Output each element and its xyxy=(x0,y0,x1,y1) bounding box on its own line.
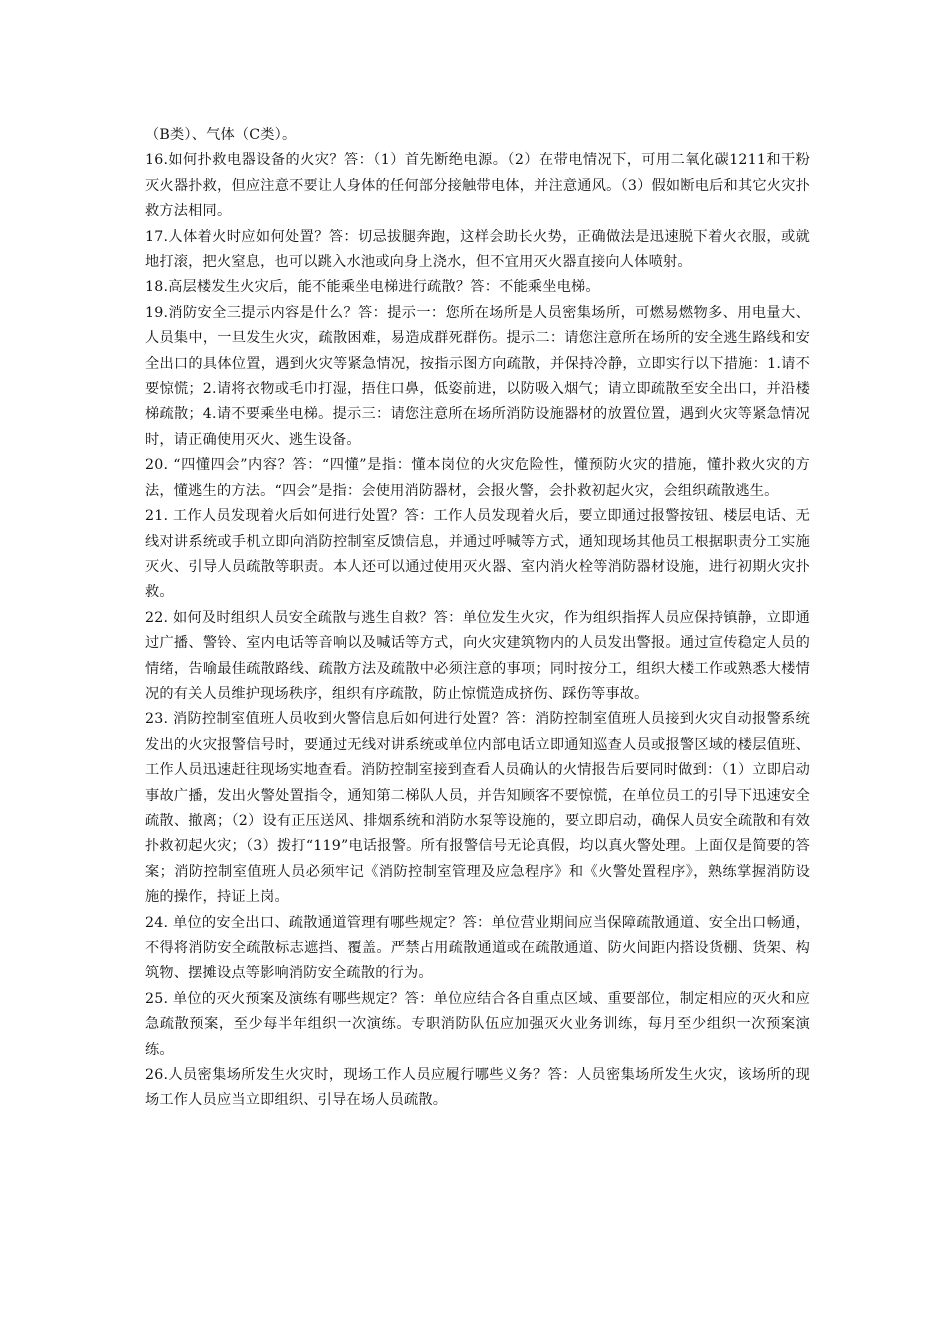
paragraph-q16: 16.如何扑救电器设备的火灾？答：（1）首先断绝电源。（2）在带电情况下，可用二氧化碳1211和干粉灭火器扑救，但应注意不要让人身体的任何部分接触带电体，并注意通风。（3）假如断电后和其它火灾扑救方法相同。 xyxy=(145,152,810,220)
paragraph-q24: 24. 单位的安全出口、疏散通道管理有哪些规定？答：单位营业期间应当保障疏散通道、安全出口畅通，不得将消防安全疏散标志遮挡、覆盖。严禁占用疏散通道或在疏散通道、防火间距内搭设货棚、货架、构筑物、摆摊设点等影响消防安全疏散的行为。 xyxy=(145,914,810,982)
paragraph-q25: 25. 单位的灭火预案及演练有哪些规定？答：单位应结合各自重点区域、重要部位，制定相应的灭火和应急疏散预案，至少每半年组织一次演练。专职消防队伍应加强灭火业务训练，每月至少组织一次预案演练。 xyxy=(145,990,810,1058)
paragraph-q23: 23. 消防控制室值班人员收到火警信息后如何进行处置？答：消防控制室值班人员接到火灾自动报警系统发出的火灾报警信号时，要通过无线对讲系统或单位内部电话立即通知巡查人员或报警区域的楼层值班、工作人员迅速赶往现场实地查看。消防控制室接到查看人员确认的火情报告后要同时做到：（1）立即启动事故广播，发出火警处置指令，通知第二梯队人员，并告知顾客不要惊慌，在单位员工的引导下迅速安全疏散、撤离；（2）设有正压送风、排烟系统和消防水泵等设施的，要立即启动，确保人员安全疏散和有效扑救初起火灾；（3）拨打“119”电话报警。所有报警信号无论真假，均以真火警处理。上面仅是简要的答案；消防控制室值班人员必须牢记《消防控制室管理及应急程序》和《火警处置程序》，熟练掌握消防设施的操作，持证上岗。 xyxy=(145,711,810,906)
paragraph-q19: 19.消防安全三提示内容是什么？答：提示一：您所在场所是人员密集场所，可燃易燃物多、用电量大、人员集中，一旦发生火灾，疏散困难，易造成群死群伤。提示二：请您注意所在场所的安全逃生路线和安全出口的具体位置，遇到火灾等紧急情况，按指示图方向疏散，并保持冷静，立即实行以下措施：1.请不要惊慌；2.请将衣物或毛巾打湿，捂住口鼻，低姿前进，以防吸入烟气；请立即疏散至安全出口，并沿楼梯疏散；4.请不要乘坐电梯。提示三：请您注意所在场所消防设施器材的放置位置，遇到火灾等紧急情况时，请正确使用灭火、逃生设备。 xyxy=(145,304,810,448)
paragraph-q21: 21. 工作人员发现着火后如何进行处置？答：工作人员发现着火后，要立即通过报警按钮、楼层电话、无线对讲系统或手机立即向消防控制室反馈信息，并通过呼喊等方式，通知现场其他员工根据职责分工实施灭火、引导人员疏散等职责。本人还可以通过使用灭火器、室内消火栓等消防器材设施，进行初期火灾扑救。 xyxy=(145,508,810,601)
paragraph-q17: 17.人体着火时应如何处置？答：切忌拔腿奔跑，这样会助长火势，正确做法是迅速脱下着火衣服，或就地打滚，把火窒息，也可以跳入水池或向身上浇水，但不宜用灭火器直接向人体喷射。 xyxy=(145,228,810,271)
paragraph-q26: 26.人员密集场所发生火灾时，现场工作人员应履行哪些义务？答：人员密集场所发生火灾，该场所的现场工作人员应当立即组织、引导在场人员疏散。 xyxy=(145,1067,810,1109)
paragraph-q20: 20. “四懂四会”内容？答：“四懂”是指：懂本岗位的火灾危险性，懂预防火灾的措施，懂扑救火灾的方法，懂逃生的方法。“四会”是指：会使用消防器材，会报火警，会扑救初起火灾，会组织疏散逃生。 xyxy=(145,457,810,499)
paragraph-q22: 22. 如何及时组织人员安全疏散与逃生自救？答：单位发生火灾，作为组织指挥人员应保持镇静，立即通过广播、警铃、室内电话等音响以及喊话等方式，向火灾建筑物内的人员发出警报。通过宣传稳定人员的情绪，告喻最佳疏散路线、疏散方法及疏散中必须注意的事项；同时按分工，组织大楼工作或熟悉大楼情况的有关人员维护现场秩序，组织有序疏散，防止惊慌造成挤伤、踩伤等事故。 xyxy=(145,609,810,702)
document-body xyxy=(145,123,810,1114)
paragraph-q18: 18.高层楼发生火灾后，能不能乘坐电梯进行疏散？答：不能乘坐电梯。 xyxy=(145,279,600,296)
paragraph-continuation: （B类）、气体（C类）。 xyxy=(145,127,297,143)
